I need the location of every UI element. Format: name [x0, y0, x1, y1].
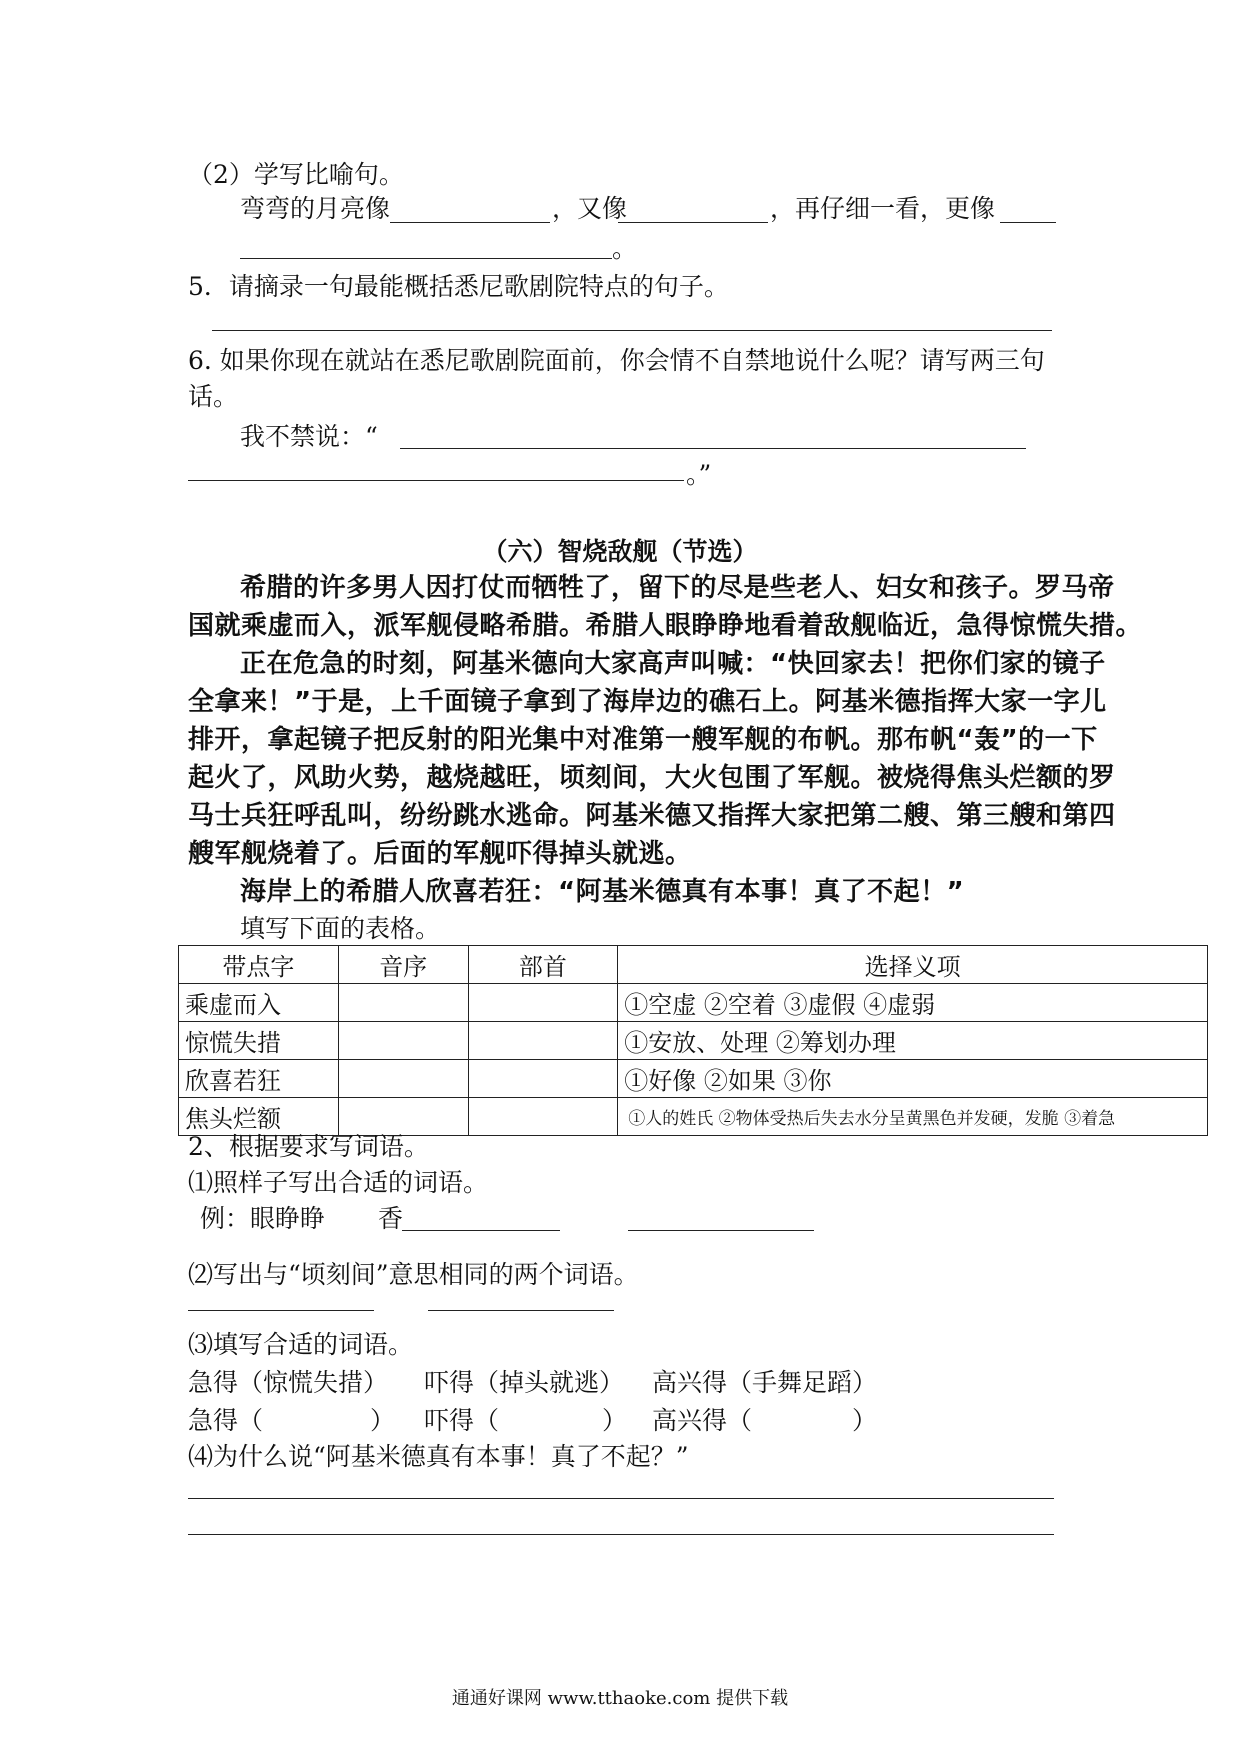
yinxu-cell[interactable]	[338, 984, 468, 1022]
word-cell: 欣喜若狂	[179, 1060, 339, 1098]
q2-4-text: ⑷为什么说“阿基米德真有本事！真了不起？”	[188, 1442, 689, 1471]
blank-line[interactable]	[390, 222, 550, 223]
q2-3-item: 高兴得（手舞足蹈）	[652, 1368, 878, 1397]
answer-line[interactable]	[400, 448, 1026, 449]
q2-1-example: 例：眼睁睁	[200, 1204, 326, 1233]
passage-line: 排开，拿起镜子把反射的阳光集中对准第一艘军舰的布帆。那布帆“轰”的一下	[188, 725, 1098, 755]
table-row	[179, 1060, 1208, 1098]
footer-credit: 通通好课网 www.tthaoke.com 提供下载	[451, 1688, 789, 1709]
blank-line[interactable]	[628, 1230, 814, 1231]
q2-3-fill: ）	[370, 1406, 396, 1435]
q5-text: 5．请摘录一句最能概括悉尼歌剧院特点的句子。	[188, 272, 729, 301]
q2-2-text: ⑵写出与“顷刻间”意思相同的两个词语。	[188, 1260, 639, 1289]
table-row	[179, 1022, 1208, 1060]
header-cell: 选择义项	[618, 946, 1208, 984]
q4-2-part2: ，又像	[552, 194, 628, 223]
q2-3-item: 急得（惊慌失措）	[188, 1368, 389, 1397]
q2-3-fill: 吓得（	[424, 1406, 500, 1435]
yinxu-cell[interactable]	[338, 1060, 468, 1098]
q2-3-fill: 急得（	[188, 1406, 264, 1435]
bushou-cell[interactable]	[468, 984, 618, 1022]
q2-3-text: ⑶填写合适的词语。	[188, 1330, 414, 1359]
q6-line1: 6. 如果你现在就站在悉尼歌剧院面前，你会情不自禁地说什么呢？请写两三句	[188, 346, 1045, 375]
header-cell: 音序	[338, 946, 468, 984]
q2-3-fill: 高兴得（	[652, 1406, 753, 1435]
q4-2-title: （2）学写比喻句。	[188, 160, 404, 189]
q4-2-part3: ，再仔细一看，更像	[770, 194, 996, 223]
answer-line[interactable]	[188, 1534, 1054, 1535]
passage-line: 国就乘虚而入，派军舰侵略希腊。希腊人眼睁睁地看着敌舰临近，急得惊慌失措。	[188, 611, 1143, 641]
header-cell: 部首	[468, 946, 618, 984]
blank-line[interactable]	[428, 1310, 614, 1311]
options-cell: ①空虚 ②空着 ③虚假 ④虚弱	[618, 984, 1208, 1022]
options-cell: ①人的姓氏 ②物体受热后失去水分呈黄黑色并发硬，发脆 ③着急	[618, 1098, 1208, 1136]
passage-line: 希腊的许多男人因打仗而牺牲了，留下的尽是些老人、妇女和孩子。罗马帝	[240, 573, 1115, 603]
passage-line: 正在危急的时刻，阿基米德向大家高声叫喊：“快回家去！把你们家的镜子	[240, 649, 1106, 679]
word-cell: 乘虚而入	[179, 984, 339, 1022]
passage-line: 起火了，风助火势，越烧越旺，顷刻间，大火包围了军舰。被烧得焦头烂额的罗	[188, 763, 1116, 793]
word-cell: 焦头烂额	[179, 1098, 339, 1136]
q4-2-part1: 弯弯的月亮像	[240, 194, 391, 223]
q2-title: 2、根据要求写词语。	[188, 1132, 429, 1161]
blank-line[interactable]	[240, 258, 612, 259]
answer-line[interactable]	[188, 1498, 1054, 1499]
section-title: （六）智烧敌舰（节选）	[482, 537, 758, 566]
blank-line[interactable]	[1000, 222, 1056, 223]
q6-line2: 话。	[188, 382, 239, 411]
answer-line[interactable]	[188, 480, 684, 481]
answer-line[interactable]	[212, 330, 1052, 331]
q4-2-sentence	[240, 192, 390, 226]
blank-line[interactable]	[402, 1230, 560, 1231]
yinxu-cell[interactable]	[338, 1022, 468, 1060]
meaning-table	[178, 945, 1208, 1136]
q4-2-end: 。	[612, 234, 638, 263]
word-cell: 惊慌失措	[179, 1022, 339, 1060]
options-cell: ①安放、处理 ②筹划办理	[618, 1022, 1208, 1060]
passage-line: 全拿来！”于是，上千面镜子拿到了海岸边的礁石上。阿基米德指挥大家一字儿	[188, 687, 1107, 717]
q2-3-item: 吓得（掉头就逃）	[424, 1368, 625, 1397]
q6-prompt: 我不禁说：“	[240, 422, 378, 451]
options-cell: ①好像 ②如果 ③你	[618, 1060, 1208, 1098]
bushou-cell[interactable]	[468, 1098, 618, 1136]
table-row	[179, 984, 1208, 1022]
q2-1-xiang: 香	[378, 1204, 404, 1233]
table-header-row	[179, 946, 1208, 984]
blank-line[interactable]	[618, 222, 768, 223]
passage-line: 艘军舰烧着了。后面的军舰吓得掉头就逃。	[188, 839, 692, 869]
q2-3-fill: ）	[852, 1406, 878, 1435]
table-intro: 填写下面的表格。	[240, 914, 441, 943]
q2-1-text: ⑴照样子写出合适的词语。	[188, 1168, 489, 1197]
passage-line: 马士兵狂呼乱叫，纷纷跳水逃命。阿基米德又指挥大家把第二艘、第三艘和第四	[188, 801, 1116, 831]
blank-line[interactable]	[188, 1310, 374, 1311]
q6-end: 。”	[686, 460, 712, 489]
bushou-cell[interactable]	[468, 1060, 618, 1098]
header-cell: 带点字	[179, 946, 339, 984]
passage-line: 海岸上的希腊人欣喜若狂：“阿基米德真有本事！真了不起！”	[240, 877, 965, 907]
q2-3-fill: ）	[602, 1406, 628, 1435]
bushou-cell[interactable]	[468, 1022, 618, 1060]
